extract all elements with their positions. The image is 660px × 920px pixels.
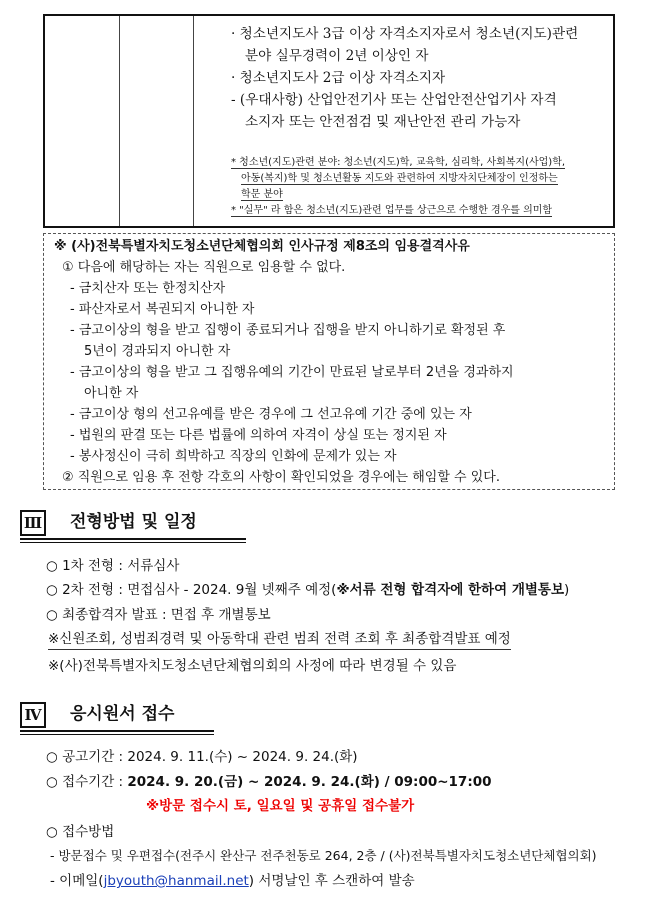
change-notice: ※(사)전북특별자치도청소년단체협의회의 사정에 따라 변경될 수 있음 (48, 658, 457, 674)
screening-step-1: ○ 1차 전형 : 서류심사 (46, 558, 180, 574)
disqualification-item-2: ② 직원으로 임용 후 전항 각호의 사항이 확인되었을 경우에는 해임할 수 있다. (62, 470, 500, 485)
qualification-note: 학문 분야 (241, 189, 283, 200)
disqualification-item-1: ① 다음에 해당하는 자는 직원으로 임용할 수 없다. (62, 260, 346, 275)
list-item: - 금고이상의 형을 받고 집행이 종료되거나 집행을 받지 아니하기로 확정된 후 (70, 323, 506, 338)
list-item: - 파산자로서 복권되지 아니한 자 (70, 302, 255, 317)
section-title: 전형방법 및 일정 (70, 512, 197, 532)
method-email (50, 871, 415, 891)
qualification-line: 소지자 또는 안전점검 및 재난안전 관리 가능자 (245, 114, 521, 130)
qualification-line: · 청소년지도사 2급 이상 자격소지자 (231, 70, 446, 86)
visit-warning: ※방문 접수시 토, 일요일 및 공휴일 접수불가 (146, 798, 415, 814)
section-underline (20, 538, 246, 540)
qualification-line: - (우대사항) 산업안전기사 또는 산업안전산업기사 자격 (231, 92, 557, 108)
disqualification-box (43, 233, 615, 490)
final-announcement: ○ 최종합격자 발표 : 면접 후 개별통보 (46, 607, 271, 623)
step-2-suffix: ) (564, 582, 570, 598)
section-number: Ⅳ (20, 702, 46, 728)
table-column-divider (119, 16, 120, 226)
screening-step-2 (46, 580, 569, 600)
background-check-note: ※신원조회, 성범죄경력 및 아동학대 관련 범죄 전력 조회 후 최종합격발표 예정 (48, 629, 511, 650)
list-item: 5년이 경과되지 아니한 자 (84, 344, 231, 359)
section-underline (20, 730, 214, 732)
list-item: - 금치산자 또는 한정치산자 (70, 281, 226, 296)
disqualification-title: ※ (사)전북특별자치도청소년단체협의회 인사규정 제8조의 임용결격사유 (54, 239, 470, 254)
table-column-divider (193, 16, 194, 226)
method-visit: - 방문접수 및 우편접수(전주시 완산구 전주천동로 264, 2층 / (사)전북특별자치도청소년단체협의회) (50, 848, 597, 863)
list-item: - 법원의 판결 또는 다른 법률에 의하여 자격이 상실 또는 정지된 자 (70, 428, 447, 443)
qualification-line: · 청소년지도사 3급 이상 자격소지자로서 청소년(지도)관련 (231, 26, 579, 42)
receipt-period (46, 772, 492, 792)
receipt-label: ○ 접수기간 : (46, 774, 128, 790)
qualification-note: * 청소년(지도)관련 분야: 청소년(지도)학, 교육학, 심리학, 사회복지(사업)학, (231, 157, 566, 168)
section-title: 응시원서 접수 (70, 704, 175, 724)
qualification-note: * "실무" 라 함은 청소년(지도)관련 업무를 상근으로 수행한 경우를 의미함 (231, 205, 553, 216)
receipt-dates: 2024. 9. 20.(금) ~ 2024. 9. 24.(화) / 09:00~17:00 (127, 774, 492, 790)
method-label: ○ 접수방법 (46, 824, 115, 840)
qualification-table (43, 14, 615, 228)
notice-period: ○ 공고기간 : 2024. 9. 11.(수) ~ 2024. 9. 24.(화) (46, 749, 358, 765)
list-item: - 금고이상의 형을 받고 그 집행유예의 기간이 만료된 날로부터 2년을 경과하지 (70, 365, 514, 380)
email-link[interactable]: jbyouth@hanmail.net (103, 873, 249, 889)
step-2-notice: ※서류 전형 합격자에 한하여 개별통보 (336, 582, 564, 598)
email-prefix: - 이메일( (50, 873, 104, 889)
section-number: Ⅲ (20, 510, 46, 536)
list-item: 아니한 자 (84, 386, 139, 401)
qualification-line: 분야 실무경력이 2년 이상인 자 (245, 48, 429, 64)
email-suffix: ) 서명날인 후 스캔하여 발송 (248, 873, 415, 889)
step-2-text: ○ 2차 전형 : 면접심사 - 2024. 9월 넷째주 예정( (46, 582, 337, 598)
list-item: - 봉사정신이 극히 희박하고 직장의 인화에 문제가 있는 자 (70, 449, 397, 464)
section-underline (20, 734, 214, 735)
section-underline (20, 542, 246, 543)
qualification-note: 아동(복지)학 및 청소년활동 지도와 관련하여 지방자치단체장이 인정하는 (241, 173, 558, 184)
list-item: - 금고이상 형의 선고유예를 받은 경우에 그 선고유예 기간 중에 있는 자 (70, 407, 472, 422)
